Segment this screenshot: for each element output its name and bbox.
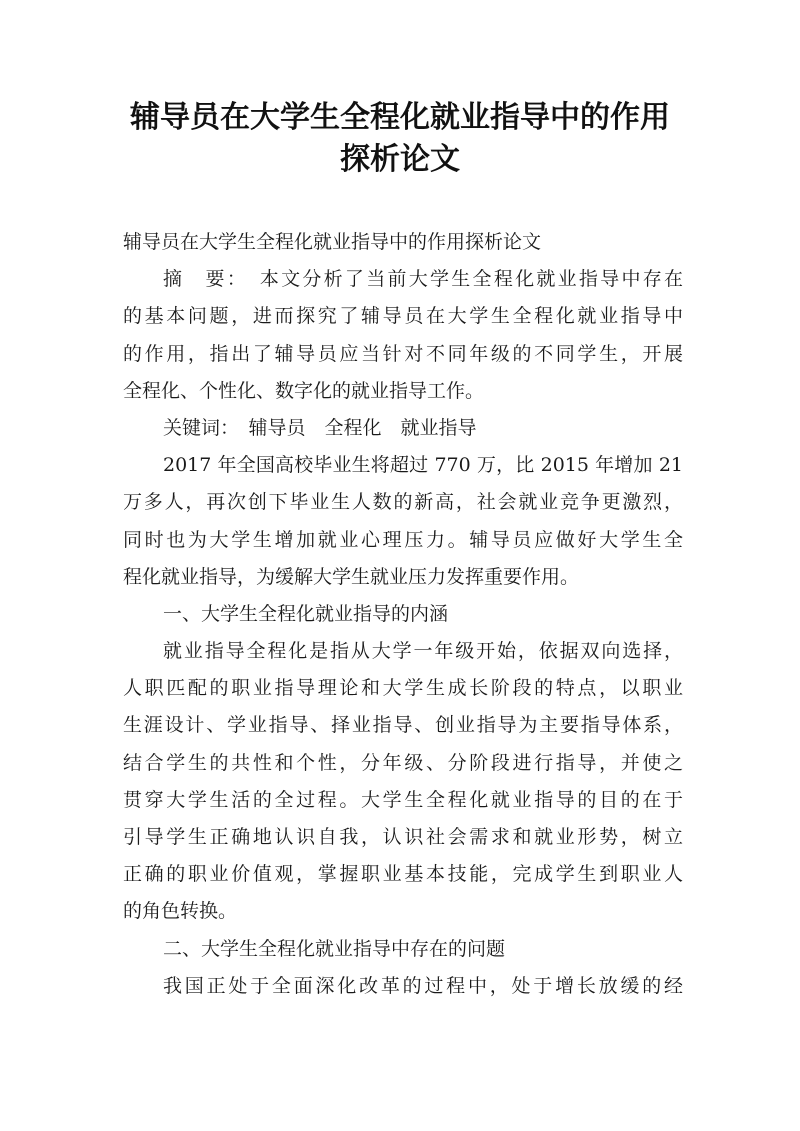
paragraph-line: 万多人，再次创下毕业生人数的新高，社会就业竞争更激烈， xyxy=(123,491,683,514)
paragraph-line: 正确的职业价值观，掌握职业基本技能，完成学生到职业人 xyxy=(123,863,683,886)
paragraph-line: 结合学生的共性和个性，分年级、分阶段进行指导，并使之 xyxy=(123,751,683,774)
abstract-line: 摘 要： 本文分析了当前大学生全程化就业指导中存在 xyxy=(163,268,683,291)
paragraph-line: 生涯设计、学业指导、择业指导、创业指导为主要指导体系， xyxy=(123,714,683,737)
paragraph-line: 贯穿大学生活的全过程。大学生全程化就业指导的目的在于 xyxy=(123,788,683,811)
abstract-line: 的作用，指出了辅导员应当针对不同年级的不同学生，开展 xyxy=(123,342,683,365)
keywords-line: 关键词： 辅导员 全程化 就业指导 xyxy=(163,416,477,439)
paragraph-line: 程化就业指导，为缓解大学生就业压力发挥重要作用。 xyxy=(123,565,580,588)
paragraph-line: 我国正处于全面深化改革的过程中，处于增长放缓的经 xyxy=(163,974,683,997)
paragraph-line: 人职匹配的职业指导理论和大学生成长阶段的特点，以职业 xyxy=(123,677,683,700)
paragraph-line: 的角色转换。 xyxy=(123,900,238,923)
paragraph-line: 同时也为大学生增加就业心理压力。辅导员应做好大学生全 xyxy=(123,528,683,551)
abstract-line: 全程化、个性化、数字化的就业指导工作。 xyxy=(123,379,485,402)
section-heading-2: 二、大学生全程化就业指导中存在的问题 xyxy=(163,937,506,960)
subtitle-line: 辅导员在大学生全程化就业指导中的作用探析论文 xyxy=(123,231,542,253)
paragraph-line: 引导学生正确地认识自我，认识社会需求和就业形势，树立 xyxy=(123,826,683,848)
paragraph-line: 2017 年全国高校毕业生将超过 770 万，比 2015 年增加 21 xyxy=(163,454,683,477)
document-body xyxy=(123,224,683,1005)
section-heading-1: 一、大学生全程化就业指导的内涵 xyxy=(163,602,449,625)
document-title-line-2: 探析论文 xyxy=(340,142,460,177)
paragraph-line: 就业指导全程化是指从大学一年级开始，依据双向选择， xyxy=(163,640,683,663)
document-title-line-1: 辅导员在大学生全程化就业指导中的作用 xyxy=(130,100,670,135)
abstract-line: 的基本问题，进而探究了辅导员在大学生全程化就业指导中 xyxy=(123,305,683,328)
